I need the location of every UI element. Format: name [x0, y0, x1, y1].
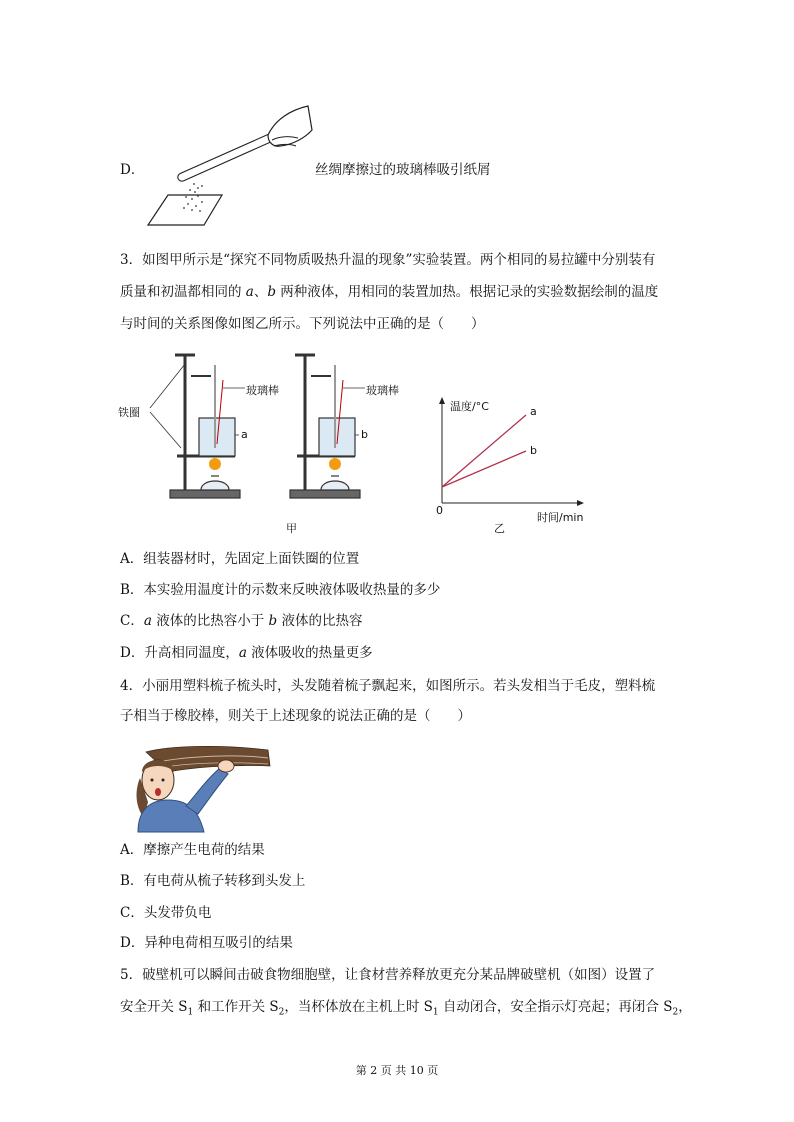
- heating-apparatus-figure: [115, 340, 415, 520]
- q4-stem-line1: 4．小丽用塑料梳子梳头时，头发随着梳子飘起来，如图所示。若头发相当于毛皮，塑料梳: [120, 678, 656, 694]
- apparatus-a: [170, 355, 240, 498]
- q4-stem-line2: 子相当于橡胶棒，则关于上述现象的说法正确的是（ ）: [120, 708, 471, 724]
- label-liquid-b: b: [361, 428, 368, 441]
- q3-stem-line1: 3．如图甲所示是“探究不同物质吸热升温的现象”实验装置。两个相同的易拉罐中分别装有: [120, 252, 656, 268]
- caption-yi: 乙: [494, 522, 505, 535]
- q3-option-c: C．a 液体的比热容小于 b 液体的比热容: [120, 613, 363, 629]
- q3-option-d: D．升高相同温度，a 液体吸收的热量更多: [120, 645, 373, 661]
- graph-origin: 0: [436, 504, 443, 517]
- glass-rod-illustration: [140, 100, 320, 230]
- page-footer: 第 2 页 共 10 页: [355, 1064, 439, 1077]
- q3-stem-line3: 与时间的关系图像如图乙所示。下列说法中正确的是（ ）: [120, 316, 485, 332]
- label-liquid-a: a: [241, 428, 248, 441]
- caption-jia: 甲: [286, 522, 297, 535]
- graph-label-b: b: [530, 444, 537, 457]
- graph-label-a: a: [530, 405, 537, 418]
- graph-xlabel: 时间/min: [537, 511, 584, 524]
- q5-stem-line1: 5．破壁机可以瞬间击破食物细胞壁，让食材营养释放更充分某品牌破壁机（如图）设置了: [120, 967, 656, 983]
- q5-stem-line2: 安全开关 $S_1$ 和工作开关 $S_2$，当杯体放在主机上时 $S_1$ 自动闭合，安全指示灯亮起；再闭合 $S_2$，: [120, 999, 692, 1018]
- temperature-time-graph: [430, 395, 590, 525]
- q3-stem-line2: 质量和初温都相同的 a、b 两种液体，用相同的装置加热。根据记录的实验数据绘制的温度: [120, 284, 659, 300]
- label-glass-rod-1: 玻璃棒: [246, 384, 279, 397]
- apparatus-b: [290, 355, 360, 498]
- label-glass-rod-2: 玻璃棒: [366, 384, 399, 397]
- option-d-caption: 丝绸摩擦过的玻璃棒吸引纸屑: [315, 162, 491, 178]
- label-iron-ring: 铁圈: [118, 406, 140, 419]
- girl-combing-hair-illustration: [128, 742, 278, 832]
- q3-option-a: A．组装器材时，先固定上面铁圈的位置: [120, 551, 360, 567]
- q4-option-c: C．头发带负电: [120, 905, 212, 921]
- graph-ylabel: 温度/°C: [450, 400, 489, 413]
- q4-option-b: B．有电荷从梳子转移到头发上: [120, 873, 306, 889]
- q3-option-b: B．本实验用温度计的示数来反映液体吸收热量的多少: [120, 582, 441, 598]
- q4-option-d: D．异种电荷相互吸引的结果: [120, 935, 293, 951]
- option-d-label: D．: [120, 162, 145, 178]
- line-b: [442, 451, 526, 487]
- q4-option-a: A．摩擦产生电荷的结果: [120, 842, 265, 858]
- line-a: [442, 415, 526, 487]
